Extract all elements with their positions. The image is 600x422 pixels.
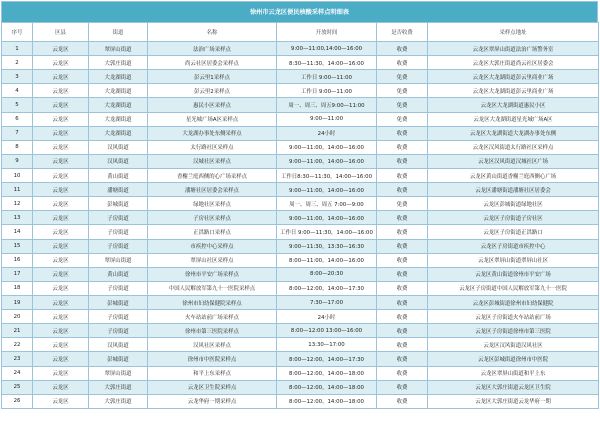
name-cell: 尚云社区居委会采样点 (148, 56, 277, 70)
table-row (2, 197, 599, 211)
street-cell: 彭城街道 (89, 352, 148, 366)
name-cell: 法治广场采样点 (148, 42, 277, 56)
fee-cell: 收费 (377, 140, 428, 154)
index-cell: 26 (2, 394, 33, 408)
address-cell: 云龙区大龙湖街道星光城广场A区 (428, 112, 599, 126)
table-row (2, 211, 599, 225)
address-cell: 云龙区彭城街道徐州市妇幼保健院 (428, 295, 599, 309)
address-cell: 云龙区子房街道市疾控中心 (428, 239, 599, 253)
district-cell: 云龙区 (33, 56, 89, 70)
address-cell: 云龙区黄山街道徐州市平安广场 (428, 267, 599, 281)
table-row (2, 366, 599, 380)
hours-cell: 9:00—11:00 (277, 112, 377, 126)
fee-cell: 收费 (377, 253, 428, 267)
index-cell: 24 (2, 366, 33, 380)
hours-cell: 8:00—12:00，14:00—17:30 (277, 281, 377, 295)
hours-cell: 工作日 9:00—11:30，14:00—16:00 (277, 225, 377, 239)
table-body (2, 42, 599, 409)
street-cell: 汉风街道 (89, 154, 148, 168)
table-row (2, 324, 599, 338)
hours-cell: 8:00—12:00，14:00—18:00 (277, 394, 377, 408)
header-name: 名称 (148, 23, 277, 42)
name-cell: 中国人民解放军第九十一医院采样点 (148, 281, 277, 295)
name-cell: 云龙区卫生院采样点 (148, 380, 277, 394)
name-cell: 彭云里1采样点 (148, 70, 277, 84)
fee-cell: 收费 (377, 310, 428, 324)
street-cell: 翠屏山街道 (89, 253, 148, 267)
header-fee: 是否收费 (377, 23, 428, 42)
street-cell: 大龙湖街道 (89, 126, 148, 140)
hours-cell: 工作日8:30—11:30，14:00—16:00 (277, 168, 377, 182)
table-row (2, 310, 599, 324)
index-cell: 17 (2, 267, 33, 281)
address-cell: 云龙区汉风街道太行路社区采样点 (428, 140, 599, 154)
fee-cell: 收费 (377, 324, 428, 338)
street-cell: 子房街道 (89, 239, 148, 253)
index-cell: 22 (2, 338, 33, 352)
street-cell: 汉风街道 (89, 140, 148, 154)
fee-cell: 收费 (377, 267, 428, 281)
table-row (2, 338, 599, 352)
hours-cell: 7:30—17:00 (277, 295, 377, 309)
fee-cell: 收费 (377, 42, 428, 56)
table-row (2, 112, 599, 126)
fee-cell: 收费 (377, 168, 428, 182)
hours-cell: 8:30—11:30，14:00—16:00 (277, 56, 377, 70)
street-cell: 黄山街道 (89, 168, 148, 182)
address-cell: 云龙区大龙湖街道惠民小区 (428, 98, 599, 112)
street-cell: 子房街道 (89, 281, 148, 295)
fee-cell: 收费 (377, 338, 428, 352)
street-cell: 大郭庄街道 (89, 56, 148, 70)
index-cell: 15 (2, 239, 33, 253)
hours-cell: 周一、周三、周五9:00—11:00 (277, 98, 377, 112)
table-row (2, 380, 599, 394)
address-cell: 云龙区汉风街道汉风社区 (428, 338, 599, 352)
hours-cell: 周一、周三、周五 7:00—9:00 (277, 197, 377, 211)
name-cell: 惠民小区采样点 (148, 98, 277, 112)
street-cell: 翠屏山街道 (89, 366, 148, 380)
table-row (2, 98, 599, 112)
header-index: 序号 (2, 23, 33, 42)
table-row (2, 140, 599, 154)
district-cell: 云龙区 (33, 267, 89, 281)
name-cell: 潘塘社区居委会采样点 (148, 183, 277, 197)
index-cell: 21 (2, 324, 33, 338)
district-cell: 云龙区 (33, 154, 89, 168)
street-cell: 子房街道 (89, 310, 148, 324)
index-cell: 18 (2, 281, 33, 295)
district-cell: 云龙区 (33, 239, 89, 253)
table-row (2, 281, 599, 295)
district-cell: 云龙区 (33, 338, 89, 352)
fee-cell: 收费 (377, 394, 428, 408)
district-cell: 云龙区 (33, 281, 89, 295)
name-cell: 大龙湖办事处东侧采样点 (148, 126, 277, 140)
address-cell: 云龙区大龙湖街道大龙湖办事处东侧 (428, 126, 599, 140)
fee-cell: 收费 (377, 154, 428, 168)
address-cell: 云龙区大龙湖街道彭云里商业广场 (428, 70, 599, 84)
name-cell: 香榭兰庭西侧的心广场采样点 (148, 168, 277, 182)
index-cell: 14 (2, 225, 33, 239)
sheet-title: 徐州市云龙区便民核酸采样点明细表 (1, 1, 598, 22)
name-cell: 星光城广场A区采样点 (148, 112, 277, 126)
district-cell: 云龙区 (33, 70, 89, 84)
street-cell: 子房街道 (89, 211, 148, 225)
table-row (2, 352, 599, 366)
street-cell: 子房街道 (89, 225, 148, 239)
hours-cell: 24小时 (277, 126, 377, 140)
fee-cell: 免费 (377, 70, 428, 84)
table-row (2, 56, 599, 70)
name-cell: 正洪路口采样点 (148, 225, 277, 239)
fee-cell: 收费 (377, 56, 428, 70)
index-cell: 1 (2, 42, 33, 56)
table-row (2, 154, 599, 168)
district-cell: 云龙区 (33, 112, 89, 126)
name-cell: 云龙华府一期采样点 (148, 394, 277, 408)
fee-cell: 收费 (377, 295, 428, 309)
address-cell: 云龙区潘塘街道潘塘社区居委会 (428, 183, 599, 197)
index-cell: 25 (2, 380, 33, 394)
address-cell: 云龙区子房街道中国人民解放军第九十一医院 (428, 281, 599, 295)
district-cell: 云龙区 (33, 324, 89, 338)
name-cell: 汉风社区采样点 (148, 338, 277, 352)
hours-cell: 9:00—11:00，14:00—16:00 (277, 154, 377, 168)
header-hours: 开放时间 (277, 23, 377, 42)
index-cell: 20 (2, 310, 33, 324)
district-cell: 云龙区 (33, 42, 89, 56)
fee-cell: 免费 (377, 112, 428, 126)
street-cell: 大龙湖街道 (89, 112, 148, 126)
index-cell: 9 (2, 154, 33, 168)
district-cell: 云龙区 (33, 394, 89, 408)
address-cell: 云龙区子房街道正洪路口 (428, 225, 599, 239)
district-cell: 云龙区 (33, 352, 89, 366)
district-cell: 云龙区 (33, 211, 89, 225)
fee-cell: 收费 (377, 380, 428, 394)
table-row (2, 253, 599, 267)
address-cell: 云龙区子房街道徐州市第三医院 (428, 324, 599, 338)
street-cell: 汉风街道 (89, 338, 148, 352)
index-cell: 4 (2, 84, 33, 98)
index-cell: 2 (2, 56, 33, 70)
index-cell: 3 (2, 70, 33, 84)
address-cell: 云龙区彭城街道绿地社区 (428, 197, 599, 211)
header-address: 采样点地址 (428, 23, 599, 42)
fee-cell: 收费 (377, 225, 428, 239)
sheet (1, 1, 598, 409)
hours-cell: 8:00—20:30 (277, 267, 377, 281)
table-row (2, 42, 599, 56)
table-row (2, 239, 599, 253)
street-cell: 子房街道 (89, 324, 148, 338)
index-cell: 8 (2, 140, 33, 154)
district-cell: 云龙区 (33, 253, 89, 267)
hours-cell: 9:00—11:00,14:00—16:00 (277, 42, 377, 56)
street-cell: 潘塘街道 (89, 183, 148, 197)
district-cell: 云龙区 (33, 366, 89, 380)
street-cell: 大郭庄街道 (89, 380, 148, 394)
table-row (2, 168, 599, 182)
index-cell: 7 (2, 126, 33, 140)
address-cell: 云龙区子房街道子房社区 (428, 211, 599, 225)
fee-cell: 收费 (377, 183, 428, 197)
table-row (2, 225, 599, 239)
address-cell: 云龙区子房街道火车站站前广场 (428, 310, 599, 324)
name-cell: 汉城社区采样点 (148, 154, 277, 168)
address-cell: 云龙区大郭庄街道云龙华府一期 (428, 394, 599, 408)
hours-cell: 9:00—11:00，14:00—16:00 (277, 183, 377, 197)
street-cell: 大龙湖街道 (89, 70, 148, 84)
name-cell: 和平上东采样点 (148, 366, 277, 380)
district-cell: 云龙区 (33, 84, 89, 98)
index-cell: 11 (2, 183, 33, 197)
header-row (2, 23, 599, 42)
address-cell: 云龙区翠屏山街道法治广场警务室 (428, 42, 599, 56)
district-cell: 云龙区 (33, 183, 89, 197)
table-row (2, 394, 599, 408)
fee-cell: 免费 (377, 84, 428, 98)
district-cell: 云龙区 (33, 197, 89, 211)
district-cell: 云龙区 (33, 140, 89, 154)
hours-cell: 工作日 9:00—11:00 (277, 70, 377, 84)
name-cell: 火车站站前广场采样点 (148, 310, 277, 324)
district-cell: 云龙区 (33, 168, 89, 182)
street-cell: 黄山街道 (89, 267, 148, 281)
fee-cell: 收费 (377, 126, 428, 140)
hours-cell: 9:00—11:00，14:00—16:00 (277, 211, 377, 225)
address-cell: 云龙区翠屏山街道和平上东 (428, 366, 599, 380)
table-row (2, 267, 599, 281)
index-cell: 5 (2, 98, 33, 112)
name-cell: 绿地社区采样点 (148, 197, 277, 211)
address-cell: 云龙区大龙湖街道彭云里商业广场 (428, 84, 599, 98)
hours-cell: 8:00—12:00 13:00—16:00 (277, 324, 377, 338)
index-cell: 12 (2, 197, 33, 211)
street-cell: 大龙湖街道 (89, 98, 148, 112)
district-cell: 云龙区 (33, 225, 89, 239)
district-cell: 云龙区 (33, 126, 89, 140)
sampling-table (1, 22, 599, 409)
fee-cell: 免费 (377, 197, 428, 211)
index-cell: 16 (2, 253, 33, 267)
hours-cell: 9:00—11:30，13:30—16:30 (277, 239, 377, 253)
name-cell: 彭云里2采样点 (148, 84, 277, 98)
name-cell: 翠屏山社区采样点 (148, 253, 277, 267)
hours-cell: 24小时 (277, 310, 377, 324)
name-cell: 徐州市平安广场采样点 (148, 267, 277, 281)
street-cell: 翠屏山街道 (89, 42, 148, 56)
hours-cell: 8:00—12:00，14:00—17:30 (277, 352, 377, 366)
name-cell: 徐州市第三医院采样点 (148, 324, 277, 338)
index-cell: 10 (2, 168, 33, 182)
address-cell: 云龙区大郭庄街道云龙区卫生院 (428, 380, 599, 394)
index-cell: 23 (2, 352, 33, 366)
street-cell: 彭城街道 (89, 295, 148, 309)
fee-cell: 收费 (377, 366, 428, 380)
fee-cell: 收费 (377, 211, 428, 225)
address-cell: 云龙区彭城街道徐州市中医院 (428, 352, 599, 366)
index-cell: 6 (2, 112, 33, 126)
index-cell: 13 (2, 211, 33, 225)
name-cell: 徐州市中医院采样点 (148, 352, 277, 366)
table-row (2, 183, 599, 197)
hours-cell: 8:00—12:00，14:00—18:00 (277, 366, 377, 380)
district-cell: 云龙区 (33, 295, 89, 309)
name-cell: 市疾控中心采样点 (148, 239, 277, 253)
address-cell: 云龙区翠屏山街道翠屏山社区 (428, 253, 599, 267)
address-cell: 云龙区黄山街道香榭兰庭西侧心广场 (428, 168, 599, 182)
fee-cell: 收费 (377, 281, 428, 295)
address-cell: 云龙区汉风街道汉城社区广场 (428, 154, 599, 168)
hours-cell: 13:30—17:00 (277, 338, 377, 352)
table-row (2, 126, 599, 140)
district-cell: 云龙区 (33, 98, 89, 112)
name-cell: 子房社区采样点 (148, 211, 277, 225)
index-cell: 19 (2, 295, 33, 309)
district-cell: 云龙区 (33, 310, 89, 324)
street-cell: 彭城街道 (89, 197, 148, 211)
table-row (2, 84, 599, 98)
fee-cell: 免费 (377, 98, 428, 112)
hours-cell: 8:00—12:00，14:00—18:00 (277, 380, 377, 394)
fee-cell: 收费 (377, 239, 428, 253)
street-cell: 大龙湖街道 (89, 84, 148, 98)
table-row (2, 70, 599, 84)
hours-cell: 9:00—11:00，14:00—16:00 (277, 140, 377, 154)
fee-cell: 收费 (377, 352, 428, 366)
hours-cell: 8:00—11:00，14:00—16:00 (277, 253, 377, 267)
name-cell: 徐州市妇幼保健院采样点 (148, 295, 277, 309)
name-cell: 太行路社区采样点 (148, 140, 277, 154)
header-street: 街道 (89, 23, 148, 42)
street-cell: 大郭庄街道 (89, 394, 148, 408)
table-row (2, 295, 599, 309)
hours-cell: 工作日 9:00—11:00 (277, 84, 377, 98)
address-cell: 云龙区大郭庄街道尚云社区居委会 (428, 56, 599, 70)
header-district: 区县 (33, 23, 89, 42)
district-cell: 云龙区 (33, 380, 89, 394)
